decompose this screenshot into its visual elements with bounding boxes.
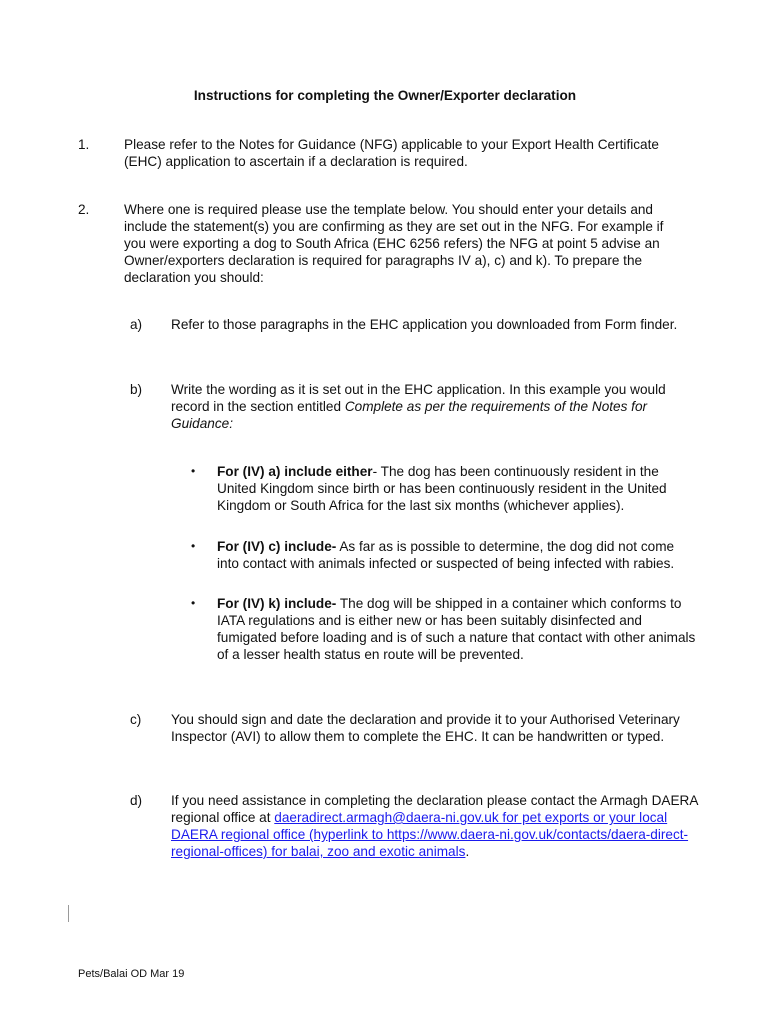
bullet-3-dot: •: [191, 596, 196, 610]
bullet-2-body: As far as is possible to determine, the dog did not come into contact with animals infected or suspected of being infected with rabies.: [217, 539, 675, 571]
bullet-3-bold: For (IV) k) include-: [217, 596, 337, 611]
bullet-3-text: [217, 595, 697, 663]
subitem-b-body: Write the wording as it is set out in the EHC application. In this example you would record in the section entitled: [171, 382, 666, 414]
subitem-b-text: [171, 381, 701, 432]
item-2-number: 2.: [78, 202, 90, 217]
subitem-a-text: Refer to those paragraphs in the EHC application you downloaded from Form finder.: [171, 317, 678, 332]
document-title: Instructions for completing the Owner/Exporter declaration: [193, 88, 577, 103]
bullet-2-text: [217, 538, 697, 572]
contact-email-link[interactable]: daeradirect.armagh@daera-ni.gov.uk for pet exports or your local DAERA regional office (hyperlink to https://www.daera-ni.gov.uk/contacts/daera-direct-regional-offices) for balai, zoo and exotic animals: [171, 810, 689, 859]
item-2-text: Where one is required please use the template below. You should enter your details and include the statement(s) you are confirming as they are set out in the NFG. For example if you were exporting a dog to South Africa (EHC 6256 refers) the NFG at point 5 advise an Owner/exporters declaration is required for paragraphs IV a), c) and k). To prepare the declaration you should:: [124, 202, 664, 285]
subitem-c-label: c): [130, 712, 142, 727]
item-1-text: Please refer to the Notes for Guidance (NFG) applicable to your Export Health Certificate (EHC) application to ascertain if a declaration is required.: [124, 137, 659, 169]
subitem-d-label: d): [130, 793, 143, 808]
bullet-2-dot: •: [191, 539, 196, 553]
bullet-1-text: [217, 463, 697, 514]
subitem-d-end: .: [465, 844, 470, 859]
page-footer: Pets/Balai OD Mar 19: [78, 968, 185, 980]
bullet-1-bold: For (IV) a) include either: [217, 464, 373, 479]
bullet-2-bold: For (IV) c) include-: [217, 539, 337, 554]
bullet-1-dot: •: [191, 464, 196, 478]
subitem-d-body: If you need assistance in completing the declaration please contact the Armagh DAERA regional office at: [171, 793, 698, 825]
margin-change-bar: [68, 905, 69, 922]
bullet-1-body: - The dog has been continuously resident in the United Kingdom since birth or has been continuously resident in the United Kingdom or South Africa for the last six months (whichever applies).: [217, 464, 667, 513]
subitem-b-label: b): [130, 382, 143, 397]
subitem-b-italic: Complete as per the requirements of the Notes for Guidance:: [171, 399, 648, 431]
subitem-d-text: [171, 792, 701, 860]
item-1-number: 1.: [78, 137, 90, 152]
bullet-3-body: The dog will be shipped in a container which conforms to IATA regulations and is either new or has been suitably disinfected and fumigated before loading and is of such a nature that contact with other animals of a lesser health status en route will be prevented.: [217, 596, 696, 662]
subitem-c-text: You should sign and date the declaration and provide it to your Authorised Veterinary Inspector (AVI) to allow them to complete the EHC. It can be handwritten or typed.: [171, 712, 680, 744]
subitem-a-label: a): [130, 317, 143, 332]
